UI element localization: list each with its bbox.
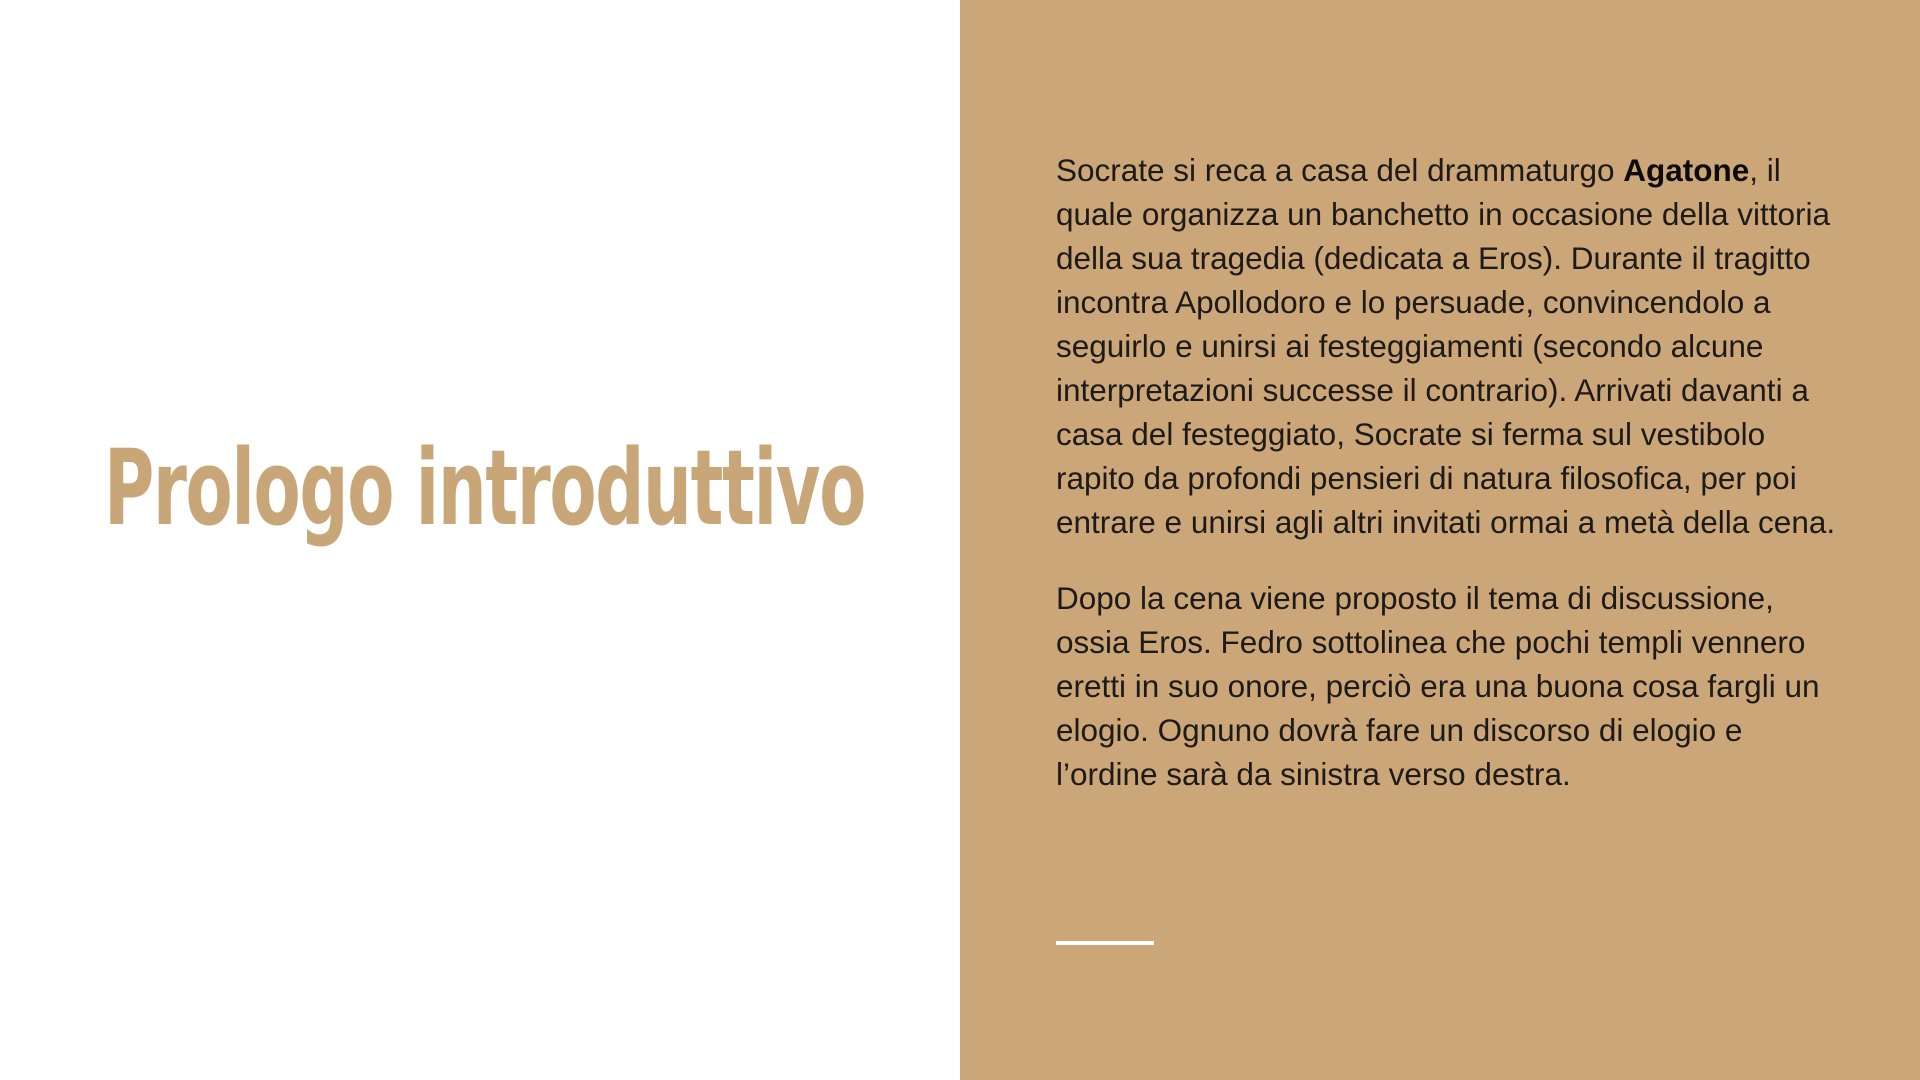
paragraph-1-bold-name: Agatone [1623,152,1750,188]
paragraph-1-intro: Socrate si reca a casa del drammaturgo [1056,152,1624,188]
right-panel [960,0,1920,1080]
body-text [1056,148,1836,796]
slide-title: Prologo introduttivo [104,427,866,549]
paragraph-1-body: , il quale organizza un banchetto in occasione della vittoria della sua tragedia (dedicata a Eros). Durante il tragitto incontra Apollodoro e lo persuade, convincendolo a seguirlo e unirsi ai festeggiamenti (secondo alcune interpretazioni successe il contrario). Arrivati davanti a casa del festeggiato, Socrate si ferma sul vestibolo rapito da profondi pensieri di natura filosofica, per poi entrare e unirsi agli altri invitati ormai a metà della cena. [1056,152,1836,540]
paragraph-1 [1056,148,1836,544]
accent-divider [1056,941,1154,945]
paragraph-2: Dopo la cena viene proposto il tema di discussione, ossia Eros. Fedro sottolinea che pochi templi vennero eretti in suo onore, perciò era una buona cosa fargli un elogio. Ognuno dovrà fare un discorso di elogio e l’ordine sarà da sinistra verso destra. [1056,580,1820,792]
